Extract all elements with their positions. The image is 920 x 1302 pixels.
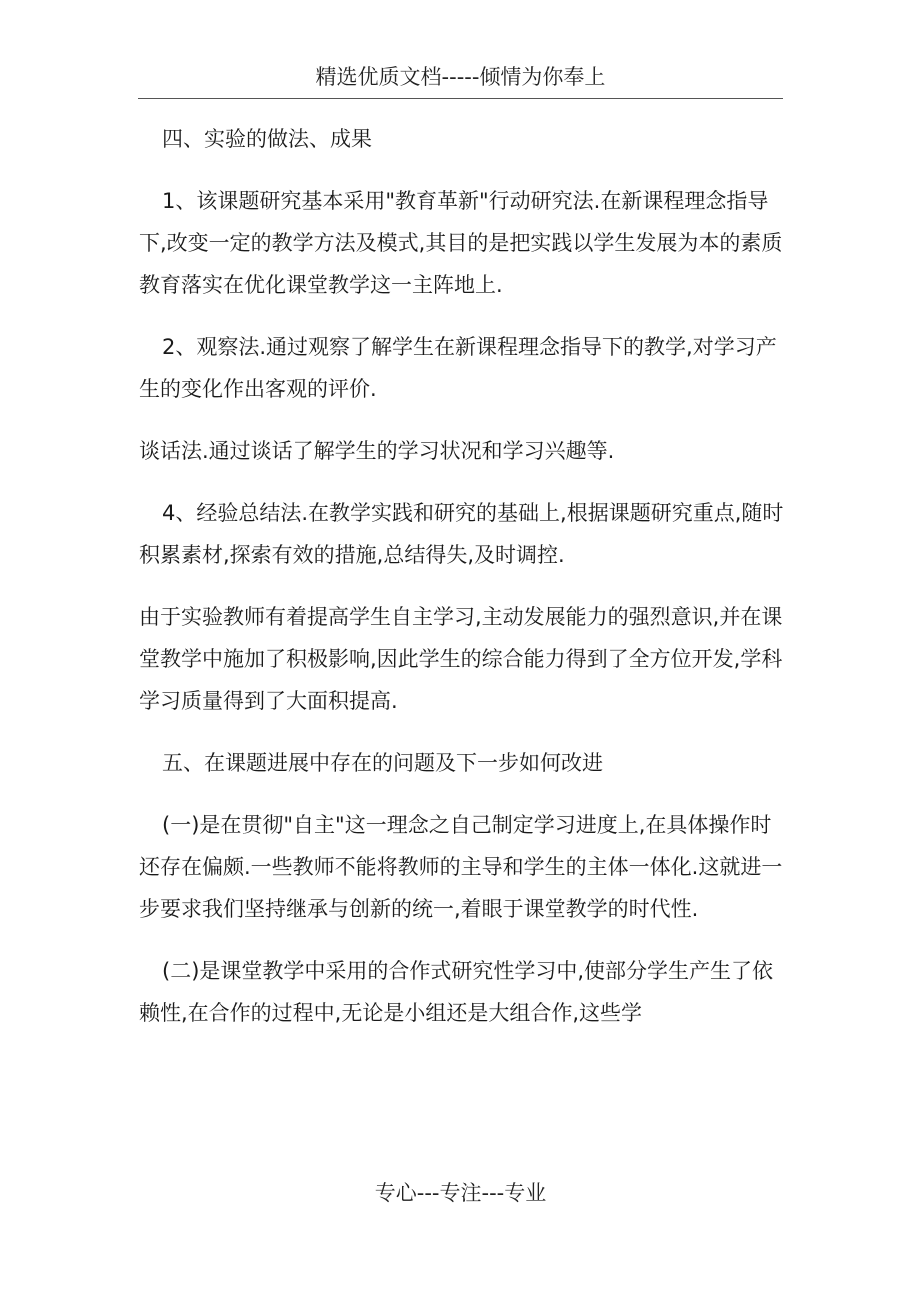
paragraph-method-3: 谈话法.通过谈话了解学生的学习状况和学习兴趣等. [139,439,615,463]
paragraph-results: 由于实验教师有着提高学生自主学习,主动发展能力的强烈意识,并在课堂教学中施加了积极影响,因此学生的综合能力得到了全方位开发,学科学习质量得到了大面积提高. [139,605,783,713]
section-heading-4: 四、实验的做法、成果 [162,127,372,151]
document-body [139,118,784,1054]
page-header: 精选优质文档-----倾情为你奉上 [315,65,606,89]
paragraph-problem-1: (一)是在贯彻"自主"这一理念之自己制定学习进度上,在具体操作时还存在偏颇.一些教师不能将教师的主导和学生的主体一体化.这就进一步要求我们坚持继承与创新的统一,着眼于课堂教学的时代性. [139,813,783,921]
section-heading-5: 五、在课题进展中存在的问题及下一步如何改进 [162,751,603,775]
paragraph-method-1: 1、该课题研究基本采用"教育革新"行动研究法.在新课程理念指导下,改变一定的教学方法及模式,其目的是把实践以学生发展为本的素质教育落实在优化课堂教学这一主阵地上. [139,189,783,297]
paragraph-problem-2: (二)是课堂教学中采用的合作式研究性学习中,使部分学生产生了依赖性,在合作的过程中,无论是小组还是大组合作,这些学 [139,959,774,1025]
paragraph-method-4: 4、经验总结法.在教学实践和研究的基础上,根据课题研究重点,随时积累素材,探索有效的措施,总结得失,及时调控. [139,501,784,567]
paragraph-method-2: 2、观察法.通过观察了解学生在新课程理念指导下的教学,对学习产生的变化作出客观的评价. [139,335,777,401]
page-footer: 专心---专注---专业 [374,1181,547,1205]
header-divider [138,98,783,99]
